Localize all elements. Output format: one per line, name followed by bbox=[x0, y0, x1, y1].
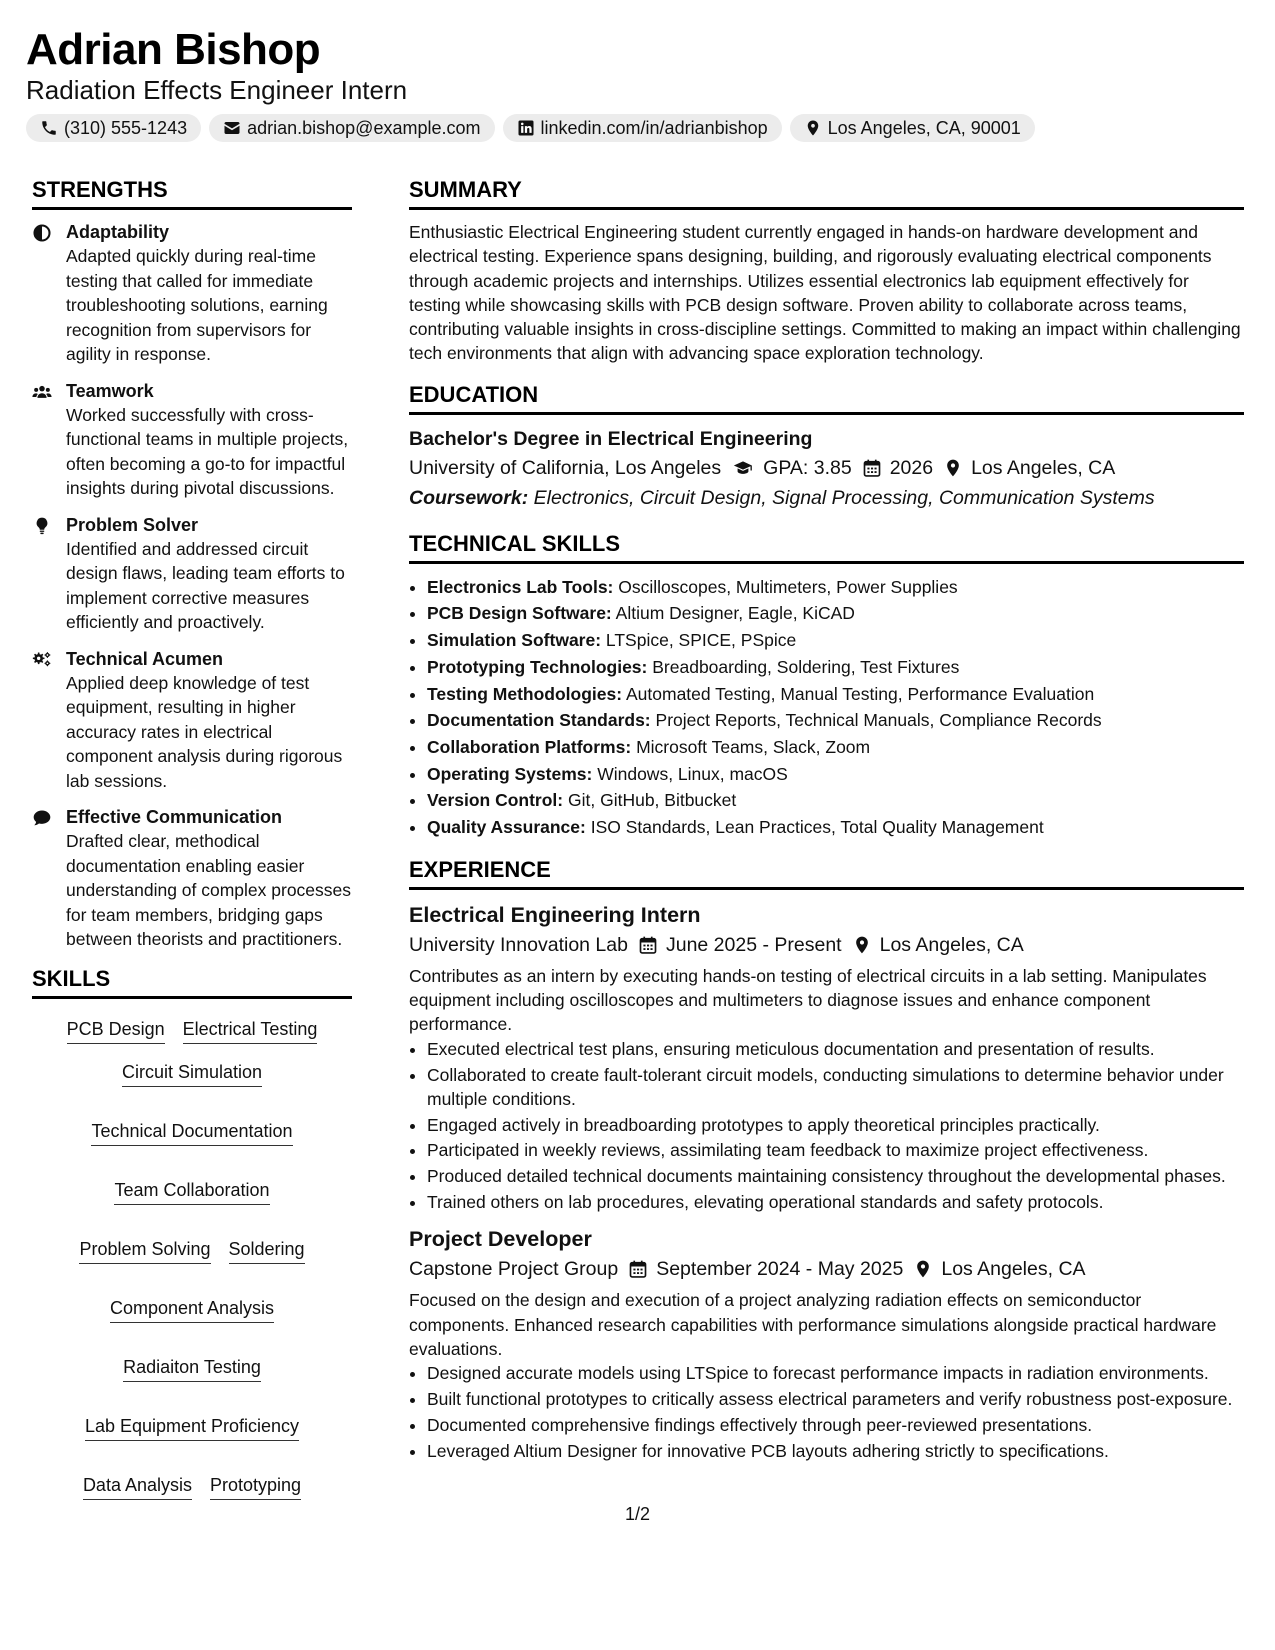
strength-title: Adaptability bbox=[66, 222, 170, 242]
list-item bbox=[427, 681, 1244, 708]
technical-skills-list bbox=[409, 574, 1244, 841]
job-location: Los Angeles, CA bbox=[879, 933, 1024, 956]
strength-description: Adapted quickly during real-time testing that called for immediate troubleshooting solutions, earning recognition from supervisors for agility in response. bbox=[66, 246, 328, 364]
strength-description: Drafted clear, methodical documentation enabling easier understanding of complex processes for team members, bridging gaps between theorists and practitioners. bbox=[66, 831, 352, 949]
list-item: • Engaged actively in breadboarding prototypes to apply theoretical principles practically. bbox=[427, 1113, 1244, 1137]
list-item bbox=[427, 761, 1244, 788]
skill-values: LTSpice, SPICE, PSpice bbox=[605, 630, 797, 651]
school-location: Los Angeles, CA bbox=[971, 456, 1116, 479]
job-location: Los Angeles, CA bbox=[941, 1258, 1086, 1281]
list-item bbox=[427, 707, 1244, 734]
skill-values: Breadboarding, Soldering, Test Fixtures bbox=[652, 656, 960, 677]
school-name: University of California, Los Angeles bbox=[409, 456, 722, 479]
skill-tag: Team Collaboration bbox=[114, 1178, 269, 1205]
skill-category: Documentation Standards: bbox=[427, 710, 651, 731]
job-summary: Focused on the design and execution of a project analyzing radiation effects on semiconductor components. Enhanced research capabilities with performance simulations alongside practical hardware evaluations. bbox=[409, 1290, 1217, 1359]
skill-tag: Soldering bbox=[229, 1237, 305, 1264]
linkedin-icon bbox=[517, 119, 535, 137]
job-meta bbox=[409, 930, 1244, 960]
list-item: • Leveraged Altium Designer for innovative PCB layouts adhering strictly to specifications. bbox=[427, 1439, 1244, 1463]
email-text: adrian.bishop@example.com bbox=[247, 118, 481, 138]
skill-values: Altium Designer, Eagle, KiCAD bbox=[615, 603, 855, 624]
coursework-line bbox=[409, 483, 1244, 513]
linkedin-text: linkedin.com/in/adrianbishop bbox=[540, 118, 768, 138]
envelope-icon bbox=[223, 119, 241, 137]
skill-tag: Prototyping bbox=[210, 1473, 301, 1500]
skill-values: Windows, Linux, macOS bbox=[597, 763, 788, 784]
resume-header bbox=[26, 24, 1249, 142]
strength-description: Applied deep knowledge of test equipment, resulting in higher accuracy rates in electrical component analysis during rigorous lab sessions. bbox=[66, 672, 343, 791]
skills-heading: SKILLS bbox=[32, 964, 352, 999]
contact-linkedin[interactable] bbox=[503, 114, 782, 142]
skill-tag: Component Analysis bbox=[110, 1296, 274, 1323]
skill-tag: Circuit Simulation bbox=[122, 1060, 262, 1087]
page-number: 1/2 bbox=[624, 1504, 651, 1524]
strength-item bbox=[32, 220, 352, 367]
strength-title: Effective Communication bbox=[66, 807, 283, 827]
strength-item bbox=[32, 379, 352, 501]
list-item bbox=[427, 814, 1244, 841]
strength-title: Technical Acumen bbox=[66, 648, 224, 669]
degree-title: Bachelor's Degree in Electrical Engineering bbox=[409, 427, 813, 450]
list-item bbox=[427, 654, 1244, 681]
skill-values: Oscilloscopes, Multimeters, Power Supplies bbox=[618, 576, 958, 597]
graduation-year: 2026 bbox=[889, 456, 934, 479]
education-heading: EDUCATION bbox=[409, 380, 1244, 415]
list-item bbox=[427, 600, 1244, 627]
right-column bbox=[409, 175, 1244, 1464]
skill-values: Project Reports, Technical Manuals, Compliance Records bbox=[655, 710, 1102, 731]
skill-category: Testing Methodologies: bbox=[427, 683, 623, 704]
list-item: • Trained others on lab procedures, elevating operational standards and safety protocols. bbox=[427, 1190, 1244, 1214]
skill-tag: Problem Solving bbox=[79, 1237, 210, 1264]
job-entry bbox=[409, 900, 1244, 1214]
job-bullets bbox=[409, 1361, 1244, 1463]
contact-phone[interactable] bbox=[26, 114, 201, 142]
strength-item bbox=[32, 805, 352, 952]
strength-description: Worked successfully with cross-functional teams in multiple projects, often becoming a go-to for impactful insights during pivotal discussions. bbox=[66, 404, 349, 498]
list-item: • Documented comprehensive findings effectively through peer-reviewed presentations. bbox=[427, 1413, 1244, 1437]
education-meta bbox=[409, 453, 1244, 483]
skill-values: Microsoft Teams, Slack, Zoom bbox=[636, 737, 871, 757]
job-title: Electrical Engineering Intern bbox=[409, 902, 701, 927]
skill-category: Simulation Software: bbox=[427, 630, 602, 651]
skill-category: Quality Assurance: bbox=[427, 817, 586, 838]
list-item: • Collaborated to create fault-tolerant circuit models, conducting simulations to determine behavior under multiple conditions. bbox=[427, 1063, 1244, 1112]
list-item bbox=[427, 734, 1244, 761]
skill-values: Git, GitHub, Bitbucket bbox=[568, 790, 737, 811]
skills-list bbox=[32, 1009, 352, 1500]
skill-tag: Data Analysis bbox=[83, 1473, 192, 1500]
strength-title: Teamwork bbox=[66, 380, 154, 401]
skill-tag: Electrical Testing bbox=[183, 1017, 318, 1044]
job-summary: Contributes as an intern by executing hands-on testing of electrical circuits in a lab setting. Manipulates equipment including oscilloscopes and multimeters to diagnose issues and enhance component performance. bbox=[409, 965, 1207, 1035]
strength-description: Identified and addressed circuit design flaws, leading team efforts to implement corrective measures efficiently and proactively. bbox=[66, 538, 345, 632]
lightbulb-icon bbox=[32, 516, 52, 536]
list-item: • Participated in weekly reviews, assimilating team feedback to maximize project effectiveness. bbox=[427, 1138, 1244, 1162]
job-entry bbox=[409, 1224, 1244, 1463]
list-item bbox=[427, 787, 1244, 814]
contact-email[interactable] bbox=[209, 114, 494, 142]
map-marker-icon bbox=[943, 458, 963, 478]
candidate-name: Adrian Bishop bbox=[26, 25, 321, 74]
job-dates: September 2024 - May 2025 bbox=[656, 1258, 904, 1281]
map-marker-icon bbox=[804, 119, 822, 137]
summary-text: Enthusiastic Electrical Engineering student currently engaged in hands-on hardware development and electrical testing. Experience spans designing, building, and rigorously evaluating electrical components through academic projects and internships. Utilizes essential electronics lab equipment effectively for testing while showcasing skills with PCB design software. Proven ability to collaborate across teams, contributing valuable insights in cross-discipline settings. Committed to making an impact within challenging tech environments that align with advancing space exploration technology. bbox=[409, 222, 1241, 364]
calendar-icon bbox=[638, 935, 658, 955]
location-text: Los Angeles, CA, 90001 bbox=[827, 118, 1021, 138]
skill-values: Automated Testing, Manual Testing, Performance Evaluation bbox=[626, 683, 1095, 704]
calendar-icon bbox=[628, 1259, 648, 1279]
coursework-label: Coursework: bbox=[409, 486, 529, 509]
list-item: • Designed accurate models using LTSpice to forecast performance impacts in radiation environments. bbox=[427, 1361, 1244, 1385]
left-column bbox=[32, 175, 352, 1500]
strength-title: Problem Solver bbox=[66, 514, 199, 535]
phone-text: (310) 555-1243 bbox=[64, 118, 188, 138]
list-item: • Executed electrical test plans, ensuring meticulous documentation and presentation of results. bbox=[427, 1037, 1244, 1061]
calendar-icon bbox=[862, 458, 882, 478]
gpa-text: GPA: 3.85 bbox=[763, 456, 852, 479]
map-marker-icon bbox=[852, 935, 872, 955]
skill-category: PCB Design Software: bbox=[427, 603, 612, 624]
skill-category: Electronics Lab Tools: bbox=[427, 576, 614, 597]
job-org: Capstone Project Group bbox=[409, 1258, 619, 1281]
coursework-text: Electronics, Circuit Design, Signal Processing, Communication Systems bbox=[533, 486, 1155, 509]
skill-tag: Technical Documentation bbox=[91, 1119, 292, 1146]
list-item: • Produced detailed technical documents maintaining consistency throughout the developmental phases. bbox=[427, 1164, 1244, 1188]
summary-heading: SUMMARY bbox=[409, 175, 1244, 210]
list-item: • Built functional prototypes to critically assess electrical parameters and verify robustness post-exposure. bbox=[427, 1387, 1244, 1411]
job-title: Project Developer bbox=[409, 1227, 592, 1252]
gears-icon bbox=[32, 650, 52, 670]
skill-category: Collaboration Platforms: bbox=[427, 737, 632, 757]
skill-tag: Lab Equipment Proficiency bbox=[85, 1414, 299, 1441]
strength-item bbox=[32, 647, 352, 794]
job-dates: June 2025 - Present bbox=[665, 933, 842, 956]
phone-icon bbox=[40, 119, 58, 137]
job-bullets bbox=[409, 1037, 1244, 1215]
graduation-cap-icon bbox=[731, 458, 755, 478]
skill-category: Operating Systems: bbox=[427, 763, 593, 784]
candidate-role: Radiation Effects Engineer Intern bbox=[26, 75, 408, 105]
skill-tag: Radiaiton Testing bbox=[123, 1355, 261, 1382]
contact-bar bbox=[26, 114, 1249, 142]
list-item bbox=[427, 627, 1244, 654]
contact-location[interactable] bbox=[790, 114, 1035, 142]
comment-icon bbox=[32, 808, 52, 828]
skill-category: Prototyping Technologies: bbox=[427, 656, 648, 677]
list-item bbox=[427, 574, 1244, 601]
skill-values: ISO Standards, Lean Practices, Total Quality Management bbox=[590, 817, 1044, 838]
experience-heading: EXPERIENCE bbox=[409, 855, 1244, 890]
strengths-heading: STRENGTHS bbox=[32, 175, 352, 210]
technical-skills-heading: TECHNICAL SKILLS bbox=[409, 529, 1244, 564]
map-marker-icon bbox=[913, 1259, 933, 1279]
skill-tag: PCB Design bbox=[67, 1017, 165, 1044]
users-icon bbox=[32, 382, 52, 402]
strength-item bbox=[32, 513, 352, 635]
adjust-icon bbox=[32, 223, 52, 243]
job-org: University Innovation Lab bbox=[409, 933, 628, 956]
skill-category: Version Control: bbox=[427, 790, 564, 811]
job-meta bbox=[409, 1254, 1244, 1284]
